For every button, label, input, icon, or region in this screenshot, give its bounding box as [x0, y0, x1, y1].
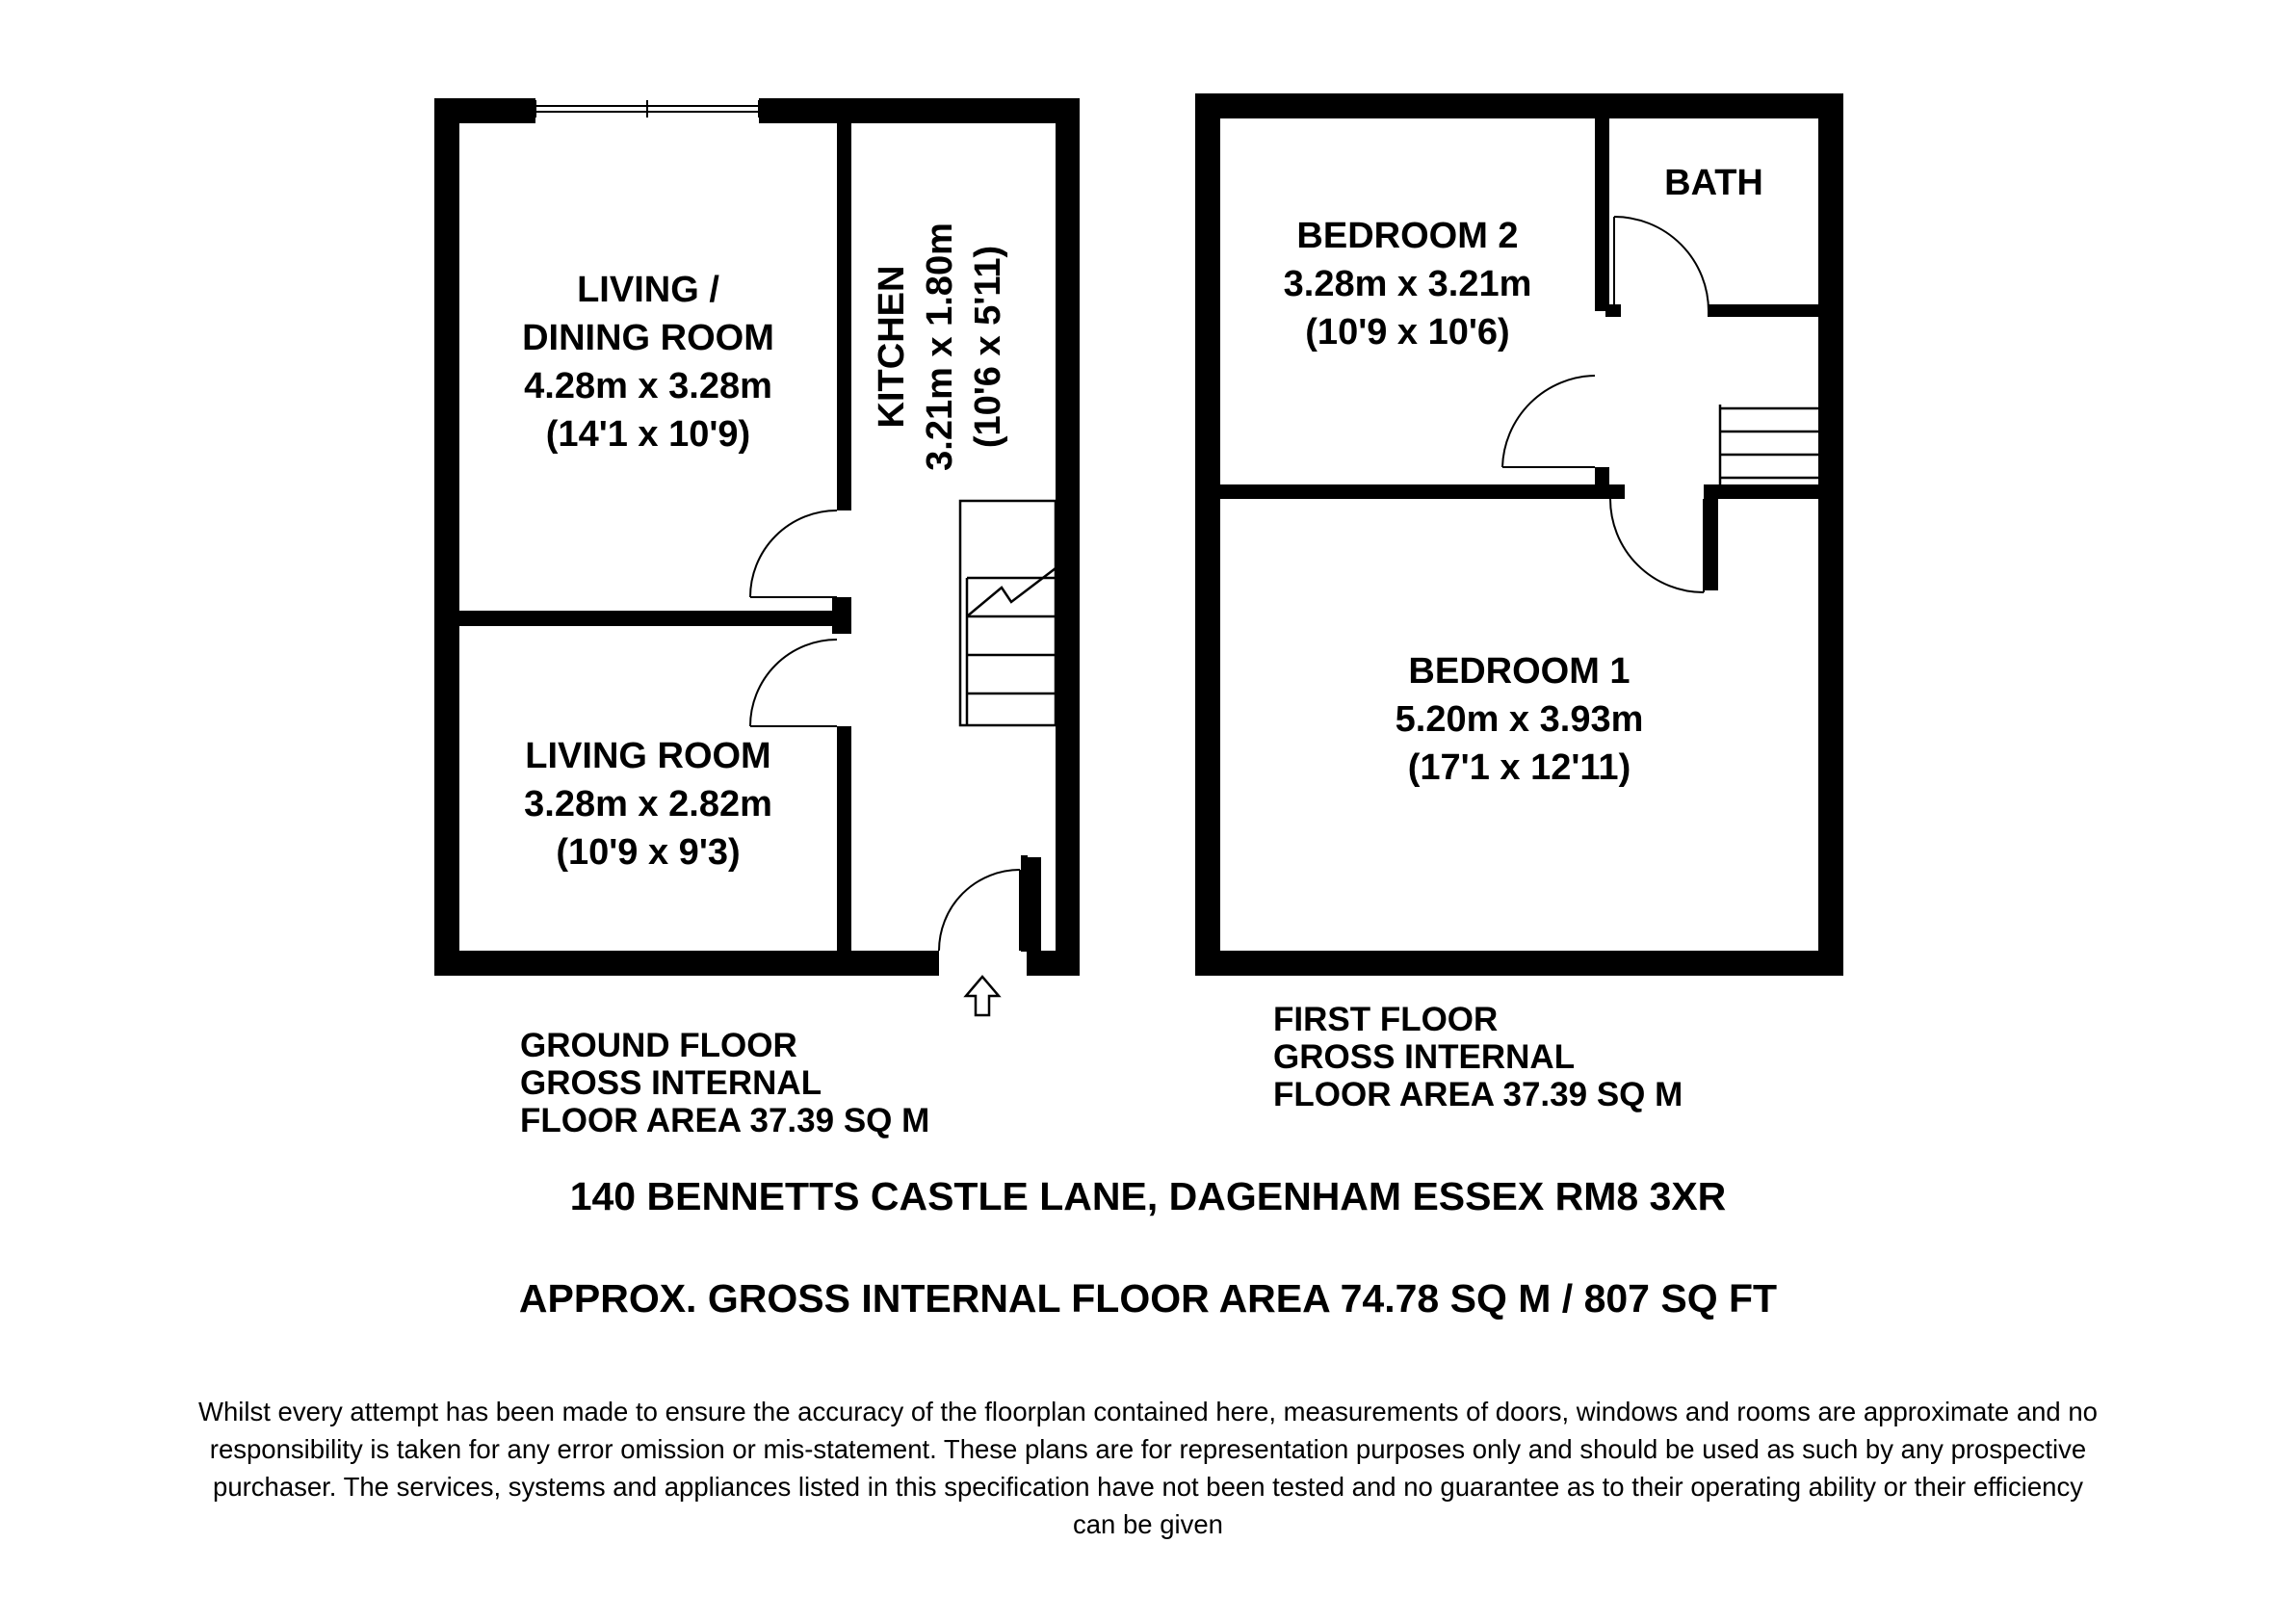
- room-name: BATH: [1664, 163, 1763, 203]
- first-floor-staircase: [1720, 405, 1818, 484]
- room-name-line1: LIVING /: [577, 270, 719, 310]
- room-name: KITCHEN: [872, 265, 912, 429]
- room-kitchen: [868, 154, 1012, 539]
- ground-floor-doors: [750, 510, 1020, 951]
- room-size-imperial: (10'9 x 9'3): [556, 832, 741, 873]
- room-size-metric: 4.28m x 3.28m: [524, 366, 772, 406]
- disclaimer-text: Whilst every attempt has been made to ensure the accuracy of the floorplan contained here, measurements of doors, windows and rooms are approximate and no responsibility is taken for any error omission or mis-statement. These plans are for representation purposes only and should be used as such by any prospective purchaser. The services, systems and appliances listed in this specification have not been tested and no guarantee as to their operating ability or their efficiency can be given: [198, 1397, 2098, 1539]
- floor-label-line1: GROUND FLOOR: [520, 1027, 797, 1064]
- floor-label-line3: FLOOR AREA 37.39 SQ M: [520, 1102, 930, 1139]
- floor-label-line1: FIRST FLOOR: [1273, 1001, 1499, 1038]
- room-size-metric: 3.28m x 2.82m: [524, 784, 772, 824]
- room-name-line2: DINING ROOM: [522, 318, 774, 358]
- room-size-imperial: (10'9 x 10'6): [1305, 312, 1510, 353]
- room-bath: [1609, 159, 1818, 207]
- room-name: BEDROOM 2: [1296, 216, 1519, 256]
- first-floor-area-label: [1273, 1001, 1683, 1113]
- total-floor-area: APPROX. GROSS INTERNAL FLOOR AREA 74.78 SQ M / 807 SQ FT: [518, 1276, 1778, 1321]
- patio-door: [535, 100, 759, 118]
- property-address: 140 BENNETTS CASTLE LANE, DAGENHAM ESSEX RM8 3XR: [569, 1174, 1727, 1218]
- room-living-dining: [459, 266, 837, 458]
- entrance-arrow-icon: [966, 977, 999, 1015]
- room-name: LIVING ROOM: [525, 736, 771, 776]
- room-bedroom-2: [1220, 212, 1595, 356]
- ground-floor-area-label: [520, 1027, 929, 1139]
- room-name: BEDROOM 1: [1408, 651, 1631, 692]
- floor-label-line3: FLOOR AREA 37.39 SQ M: [1273, 1076, 1683, 1113]
- room-size-imperial: (14'1 x 10'9): [545, 414, 751, 455]
- floor-label-line2: GROSS INTERNAL: [520, 1064, 822, 1102]
- room-living-room: [459, 732, 837, 876]
- floor-label-line2: GROSS INTERNAL: [1273, 1038, 1576, 1076]
- room-size-imperial: (10'6 x 5'11): [968, 245, 1008, 449]
- room-size-metric: 5.20m x 3.93m: [1395, 699, 1644, 740]
- room-size-metric: 3.21m x 1.80m: [920, 222, 960, 471]
- room-size-metric: 3.28m x 3.21m: [1283, 264, 1532, 304]
- room-bedroom-1: [1220, 647, 1818, 792]
- room-size-imperial: (17'1 x 12'11): [1407, 747, 1631, 788]
